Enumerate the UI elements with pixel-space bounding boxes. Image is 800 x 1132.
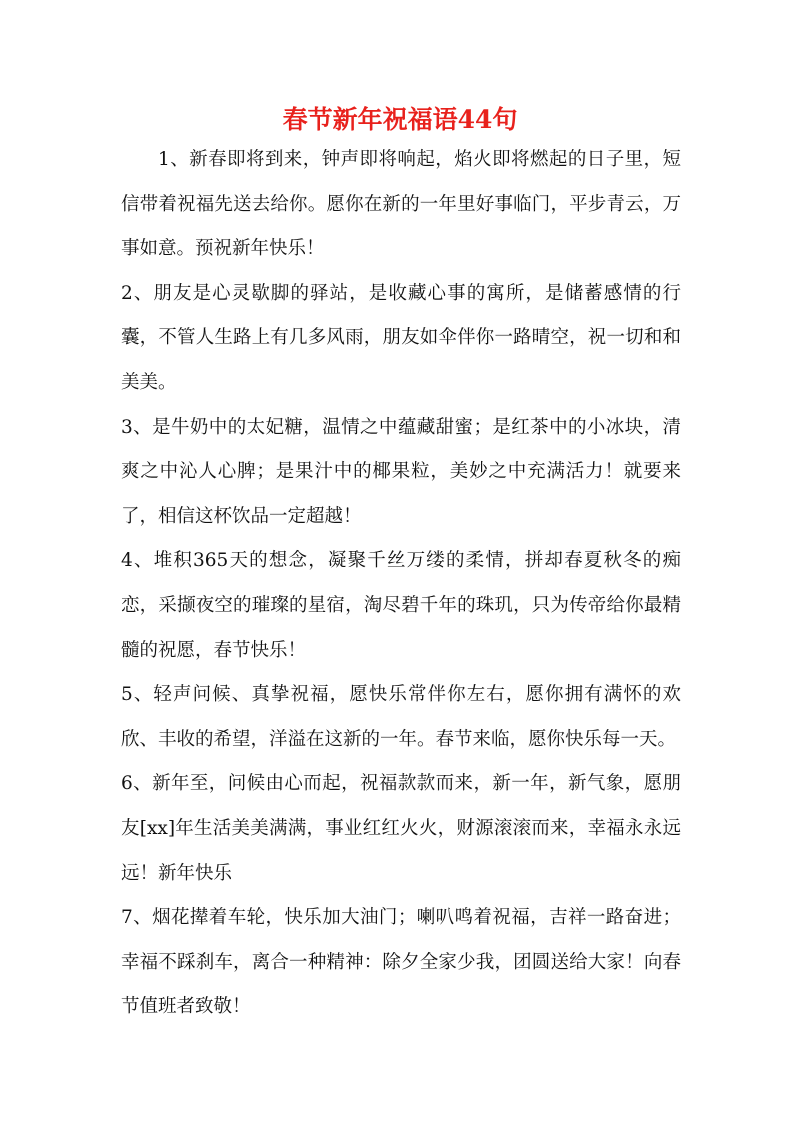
page-title: 春节新年祝福语44句 — [282, 105, 518, 134]
paragraph-4: 4、堆积365天的想念，凝聚千丝万缕的柔情，拼却春夏秋冬的痴恋，采撷夜空的璀璨的星宿，淘尽碧千年的珠玑，只为传帝给你最精髓的祝愿，春节快乐！ — [121, 550, 681, 661]
paragraph-2: 2、朋友是心灵歇脚的驿站，是收藏心事的寓所，是储蓄感情的行囊，不管人生路上有几多风雨，朋友如伞伴你一路晴空，祝一切和和美美。 — [121, 282, 681, 393]
paragraph-1: 1、新春即将到来，钟声即将响起，焰火即将燃起的日子里，短信带着祝福先送去给你。愿你在新的一年里好事临门，平步青云，万事如意。预祝新年快乐！ — [121, 149, 681, 260]
paragraph-3: 3、是牛奶中的太妃糖，温情之中蕴藏甜蜜；是红茶中的小冰块，清爽之中沁人心脾；是果汁中的椰果粒，美妙之中充满活力！就要来了，相信这杯饮品一定超越！ — [121, 416, 681, 527]
paragraph-5: 5、轻声问候、真挚祝福，愿快乐常伴你左右，愿你拥有满怀的欢欣、丰收的希望，洋溢在这新的一年。春节来临，愿你快乐每一天。 — [121, 684, 681, 750]
paragraph-6: 6、新年至，问候由心而起，祝福款款而来，新一年，新气象，愿朋友[xx]年生活美美满满，事业红红火火，财源滚滚而来，幸福永永远远！新年快乐 — [121, 773, 681, 884]
paragraph-7: 7、烟花撵着车轮，快乐加大油门；喇叭鸣着祝福，吉祥一路奋进；幸福不踩刹车，离合一种精神：除夕全家少我，团圆送给大家！向春节值班者致敬！ — [121, 907, 681, 1018]
document-body — [121, 138, 681, 1030]
